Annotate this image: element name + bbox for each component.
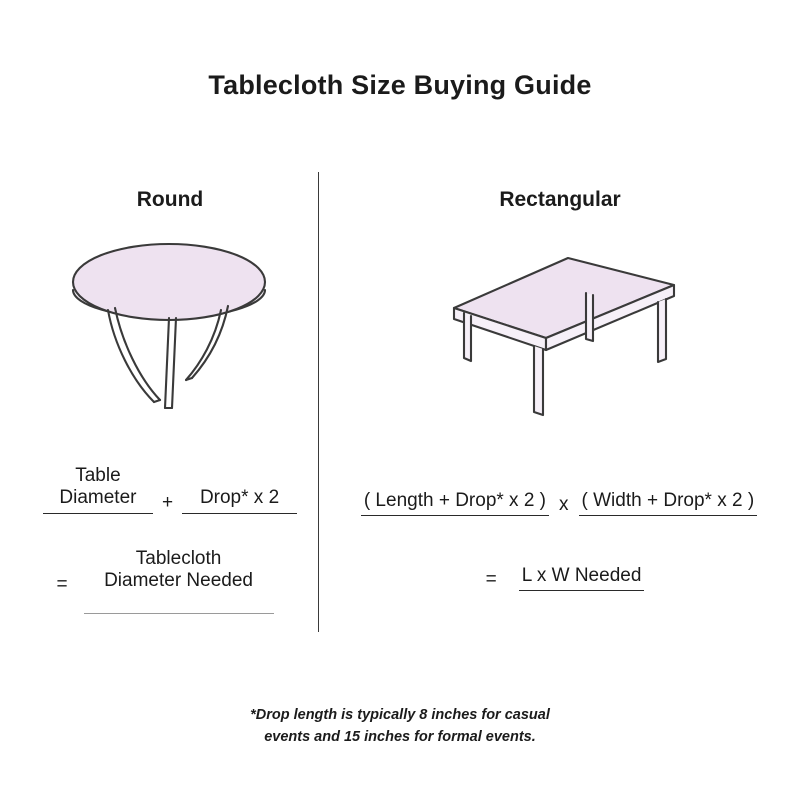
round-term-table-diameter [43,465,153,514]
round-term-line-2: Diameter [59,487,137,509]
round-result-line-2: Diameter Needed [104,570,253,592]
round-formula-line-2 [20,548,310,614]
rect-equals-sign: = [485,569,497,590]
column-divider [318,172,319,632]
column-heading-round: Round [136,188,204,211]
round-operator-plus: + [161,491,174,513]
rect-group-width: ( Width + Drop* x 2 ) [579,490,758,516]
footnote [0,705,800,749]
page-title: Tablecloth Size Buying Guide [208,70,592,100]
round-formula-line-1 [30,465,310,514]
rect-formula-line-2 [330,565,800,591]
round-term-line-1: Table [75,465,121,486]
rect-result: L x W Needed [519,565,645,591]
rectangular-table-illustration [440,240,690,445]
footnote-line-2: events and 15 inches for formal events. [264,728,536,745]
footnote-line-1: *Drop length is typically 8 inches for casual [250,707,550,723]
round-result [84,548,274,614]
rect-formula-line-1 [320,490,798,516]
column-heading-rectangular: Rectangular [499,188,621,211]
round-term-drop: Drop* x 2 [182,487,297,513]
round-table-illustration [62,232,282,437]
rect-operator-multiply: x [559,494,569,515]
round-result-line-1: Tablecloth [135,548,222,569]
round-equals-sign: = [56,573,68,595]
rect-group-length: ( Length + Drop* x 2 ) [361,490,549,516]
